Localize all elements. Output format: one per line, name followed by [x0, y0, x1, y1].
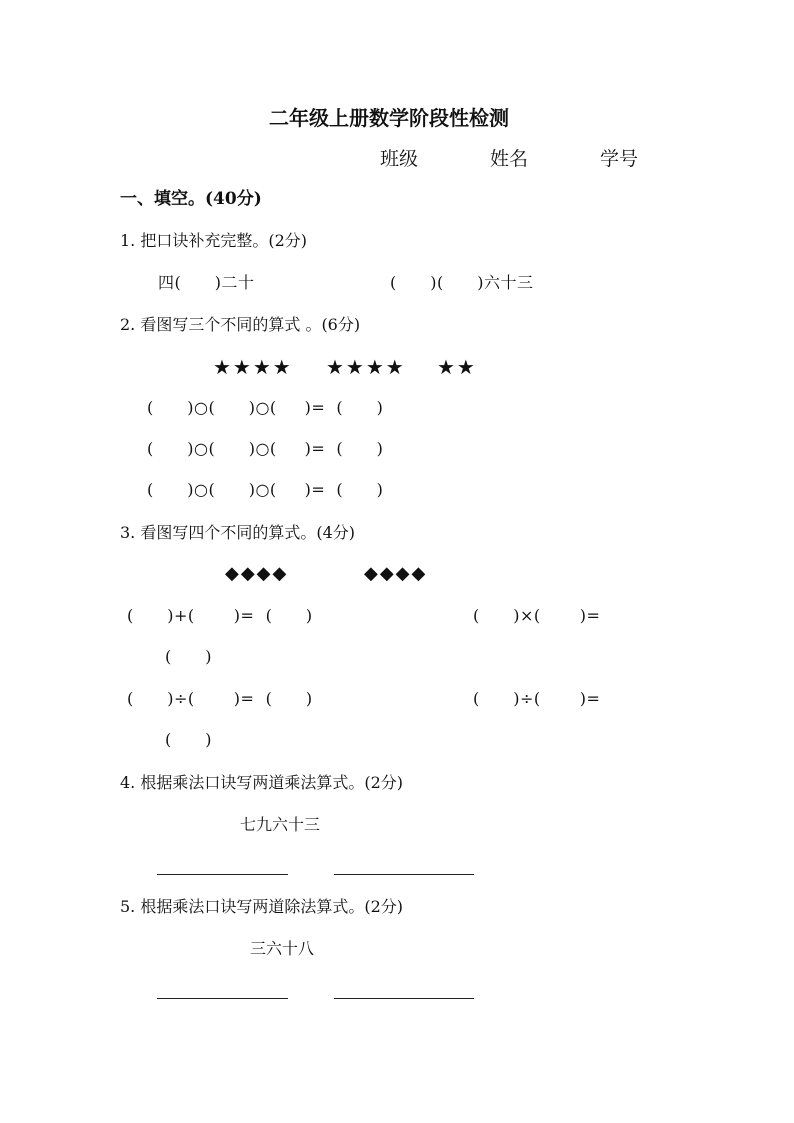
star-group: ★★★★ [213, 355, 293, 379]
answer-line[interactable] [157, 998, 288, 999]
question-3-prompt: 3. 看图写四个不同的算式。(4分) [120, 523, 356, 542]
equation-blank-line: ( )×( )= [473, 606, 601, 625]
equation-blank-line: ( ) [165, 647, 212, 666]
answer-line[interactable] [334, 874, 474, 875]
diamond-group: ◆◆◆◆ [364, 563, 428, 584]
equation-blank-line: ( )÷( )= [473, 689, 601, 708]
equation-blank-line: ( )○( )○( )= ( ) [147, 480, 384, 499]
answer-line[interactable] [157, 874, 288, 875]
multiplication-rhyme: 三六十八 [250, 939, 315, 958]
star-group: ★★★★ [326, 355, 406, 379]
star-group: ★★ [437, 355, 477, 379]
question-1-prompt: 1. 把口诀补充完整。(2分) [120, 231, 308, 250]
equation-blank-line: ( )○( )○( )= ( ) [147, 439, 384, 458]
multiplication-rhyme: 七九六十三 [240, 815, 321, 834]
equation-blank-line: ( )÷( )= ( ) [127, 689, 313, 708]
question-5-prompt: 5. 根据乘法口诀写两道除法算式。(2分) [120, 897, 404, 916]
section-heading: 一、填空。(40分) [120, 189, 262, 209]
page-title: 二年级上册数学阶段性检测 [269, 106, 509, 130]
answer-line[interactable] [334, 998, 474, 999]
question-1-blank-line: 四( )二十 [158, 273, 255, 292]
equation-blank-line: ( )○( )○( )= ( ) [147, 398, 384, 417]
question-4-prompt: 4. 根据乘法口诀写两道乘法算式。(2分) [120, 773, 404, 792]
question-1-blank-line: ( )( )六十三 [390, 273, 534, 292]
diamond-group: ◆◆◆◆ [225, 563, 289, 584]
student-id-label: 学号 [600, 148, 639, 170]
class-label: 班级 [380, 148, 419, 170]
equation-blank-line: ( )+( )= ( ) [127, 606, 313, 625]
question-2-prompt: 2. 看图写三个不同的算式 。(6分) [120, 315, 361, 334]
equation-blank-line: ( ) [165, 730, 212, 749]
name-label: 姓名 [490, 148, 529, 170]
